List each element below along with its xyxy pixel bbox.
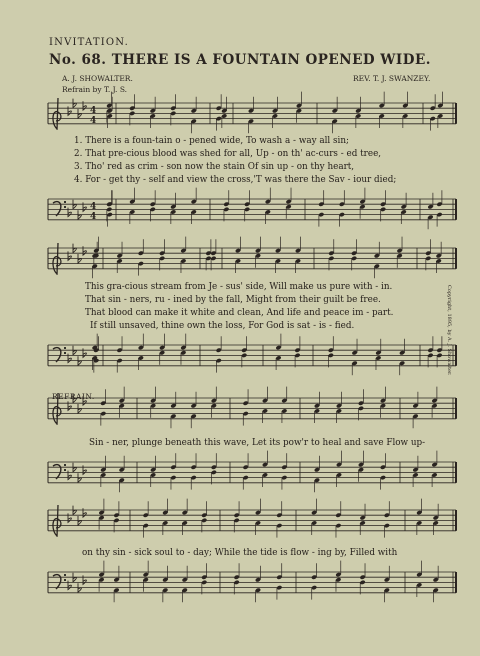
refrain-credit: Refrain by T. J. S. [62,85,128,94]
verse-4-line-a: 4. For - get thy - self and view the cross,'T was there the Sav - iour died; [74,175,397,185]
flat-sign [83,202,86,211]
verse-2-line-a: 2. That pre-cious blood was shed for all, Up - on th' ac-curs - ed tree, [74,149,382,159]
bass-clef-dot [64,201,66,203]
flat-sign [68,401,71,410]
bass-clef-dot [64,574,66,576]
composer-credit: A. J. SHOWALTER. [62,74,133,83]
verse-1-line-a: 1. There is a foun-tain o - pened wide, To wash a - way all sin; [74,136,349,146]
hymn-title: No. 68. THERE IS A FOUNTAIN OPENED WIDE. [49,52,431,68]
refrain-line-1: Sin - ner, plunge beneath this wave, Let its pow'r to heal and save Flow up- [89,438,426,448]
bass-clef [53,202,61,216]
verse-4-line-b: If still unsaved, thine own the loss, For God is sat - is - fied. [90,321,355,331]
verse-1-line-b: This gra-cious stream from Je - sus' side, Will make us pure with - in. [85,282,393,292]
bass-clef-dot [64,464,66,466]
flat-sign [68,513,71,522]
copyright-note: Copyright, 1895, by A. J. Showalter. [446,285,452,376]
time-signature-top: 4 [90,202,97,212]
time-signature-bottom: 4 [90,212,97,222]
bass-clef [53,575,61,589]
bass-clef-dot [64,469,66,471]
bass-clef [53,465,61,479]
verse-2-line-b: That sin - ners, ru - ined by the fall, Might from their guilt be free. [85,295,381,305]
refrain-line-2: on thy sin - sick soul to - day; While the tide is flow - ing by, Filled with [82,548,398,558]
verse-3-line-b: That blood can make it white and clean, And life and peace im - part. [85,308,394,318]
flat-sign [83,575,86,584]
section-heading: INVITATION. [49,37,129,48]
author-credit: REV. T. J. SWANZEY. [353,74,431,83]
flat-sign [83,508,86,517]
refrain-label: REFRAIN. [52,392,95,401]
bass-clef-dot [64,579,66,581]
flat-sign [68,208,71,217]
bass-clef-dot [64,352,66,354]
flat-sign [83,348,86,357]
flat-sign [68,471,71,480]
verse-3-line-a: 3. Tho' red as crim - son now the stain Of sin up - on thy heart, [74,162,355,172]
flat-sign [83,101,86,110]
bass-clef-dot [64,347,66,349]
flat-sign [83,465,86,474]
flat-sign [68,581,71,590]
bass-clef [53,348,61,362]
flat-sign [68,106,71,115]
time-signature-top: 4 [90,106,97,116]
bass-clef-dot [64,206,66,208]
flat-sign [68,251,71,260]
flat-sign [68,354,71,363]
flat-sign [83,246,86,255]
time-signature-bottom: 4 [90,116,97,126]
